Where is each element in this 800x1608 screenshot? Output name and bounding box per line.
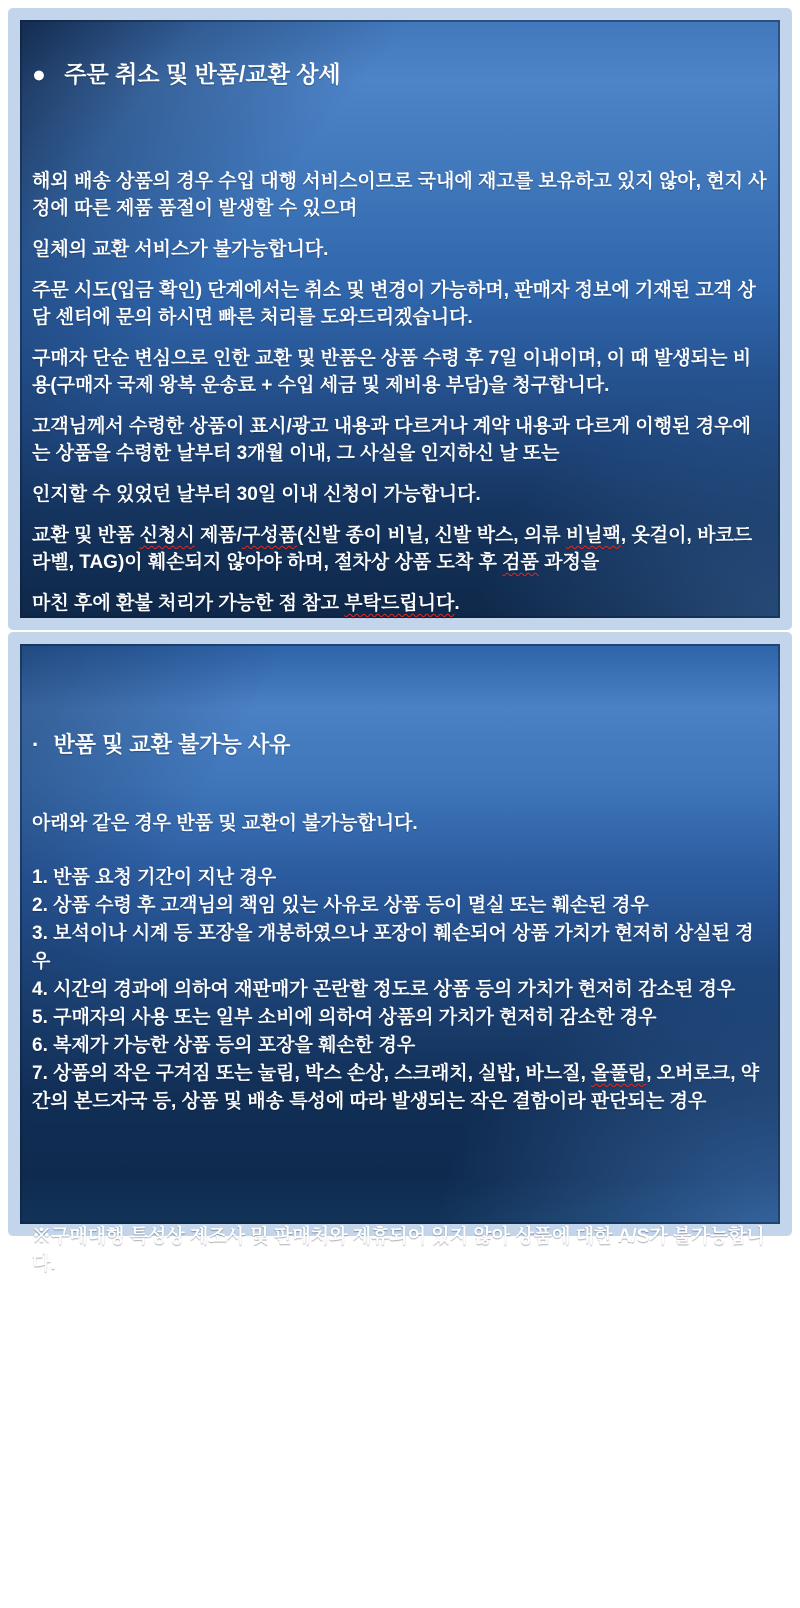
as-footnote: ※구매대행 특성상 제조사 및 판매처와 제휴되어 있지 않아 상품에 대한 A/S가 불가능합니다. bbox=[32, 1226, 765, 1274]
misspelled-word: 검품 bbox=[502, 552, 539, 573]
panel2-intro: 아래와 같은 경우 반품 및 교환이 불가능합니다. bbox=[32, 813, 418, 834]
text-segment: , 옷걸이, 바코드 라벨, TAG)이 훼손되지 않아야 하며, 절차상 상품 도착 후 bbox=[32, 525, 753, 573]
paragraph bbox=[32, 236, 768, 263]
panel2-title-text: 반품 및 교환 불가능 사유 bbox=[53, 732, 291, 757]
list-item bbox=[32, 976, 768, 1004]
paragraph bbox=[32, 168, 768, 222]
list-item bbox=[32, 1004, 768, 1032]
text-segment: 주문 시도(입금 확인) 단계에서는 취소 및 변경이 가능하며, 판매자 정보에 기재된 고객 상담 센터에 문의 하시면 빠른 처리를 도와드리겠습니다. bbox=[32, 280, 756, 328]
bullet-circle-icon: ● bbox=[32, 61, 46, 87]
text-segment: 1. 반품 요청 기간이 지난 경우 bbox=[32, 867, 277, 888]
paragraph bbox=[32, 590, 768, 617]
text-segment: 해외 배송 상품의 경우 수입 대행 서비스이므로 국내에 재고를 보유하고 있지 않아, 현지 사정에 따른 제품 품절이 발생할 수 있으며 bbox=[32, 171, 767, 219]
panel1-title bbox=[32, 60, 768, 88]
text-segment: 과정을 bbox=[538, 552, 600, 573]
paragraph bbox=[32, 277, 768, 331]
text-segment: 인지할 수 있었던 날부터 30일 이내 신청이 가능합니다. bbox=[32, 484, 481, 505]
list-item bbox=[32, 864, 768, 892]
list-item bbox=[32, 1032, 768, 1060]
text-segment: 구매자 단순 변심으로 인한 교환 및 반품은 상품 수령 후 7일 이내이며, 이 때 발생되는 비용(구매자 국제 왕복 운송료 + 수입 세금 및 제비용 부담)을 청구합니다. bbox=[32, 348, 752, 396]
paragraph bbox=[32, 345, 768, 399]
paragraph bbox=[32, 522, 768, 576]
panel1-paragraphs bbox=[32, 168, 768, 617]
misspelled-word: 부탁드립니다 bbox=[344, 593, 455, 614]
text-segment: (신발 종이 비닐, 신발 박스, 의류 bbox=[297, 525, 566, 546]
reason-list bbox=[32, 864, 768, 1116]
middle-dot-icon: · bbox=[32, 732, 40, 757]
text-segment: . bbox=[454, 593, 460, 614]
list-item bbox=[32, 920, 768, 976]
order-cancel-return-panel bbox=[8, 8, 792, 630]
text-segment: , 오버로크, 약간의 본드자국 등, 상품 및 배송 특성에 따라 발생되는 작은 결함이라 판단되는 경우 bbox=[32, 1063, 760, 1112]
text-segment: 6. 복제가 가능한 상품 등의 포장을 훼손한 경우 bbox=[32, 1035, 416, 1056]
text-segment: 5. 구매자의 사용 또는 일부 소비에 의하여 상품의 가치가 현저히 감소한 경우 bbox=[32, 1007, 657, 1028]
panel1-title-text: 주문 취소 및 반품/교환 상세 bbox=[64, 61, 341, 87]
text-segment: 제품/ bbox=[194, 525, 242, 546]
misspelled-word: 구성품 bbox=[241, 525, 298, 546]
paragraph bbox=[32, 481, 768, 508]
panel2-title bbox=[32, 732, 768, 758]
list-item bbox=[32, 1060, 768, 1116]
misspelled-word: 비닐팩 bbox=[565, 525, 621, 546]
page bbox=[0, 8, 800, 1274]
text-segment: 교환 및 반품 bbox=[32, 525, 140, 546]
text-segment: 4. 시간의 경과에 의하여 재판매가 곤란할 정도로 상품 등의 가치가 현저히 감소된 경우 bbox=[32, 979, 736, 1000]
list-item bbox=[32, 892, 768, 920]
paragraph bbox=[32, 413, 768, 467]
text-segment: 2. 상품 수령 후 고객님의 책임 있는 사유로 상품 등이 멸실 또는 훼손된 경우 bbox=[32, 895, 649, 916]
text-segment: 마친 후에 환불 처리가 가능한 점 참고 bbox=[32, 593, 345, 614]
text-segment: 3. 보석이나 시계 등 포장을 개봉하였으나 포장이 훼손되어 상품 가치가 현저히 상실된 경우 bbox=[32, 923, 754, 972]
text-segment: 일체의 교환 서비스가 불가능합니다. bbox=[32, 239, 329, 260]
text-segment: 7. 상품의 작은 구겨짐 또는 눌림, 박스 손상, 스크래치, 실밥, 바느질, bbox=[32, 1063, 592, 1084]
return-impossible-reasons-panel bbox=[8, 632, 792, 1274]
text-segment: 고객님께서 수령한 상품이 표시/광고 내용과 다르거나 계약 내용과 다르게 이행된 경우에는 상품을 수령한 날부터 3개월 이내, 그 사실을 인지하신 날 또는 bbox=[32, 416, 751, 464]
misspelled-word: 신청시 bbox=[139, 525, 195, 546]
misspelled-word: 올풀림 bbox=[591, 1063, 647, 1084]
